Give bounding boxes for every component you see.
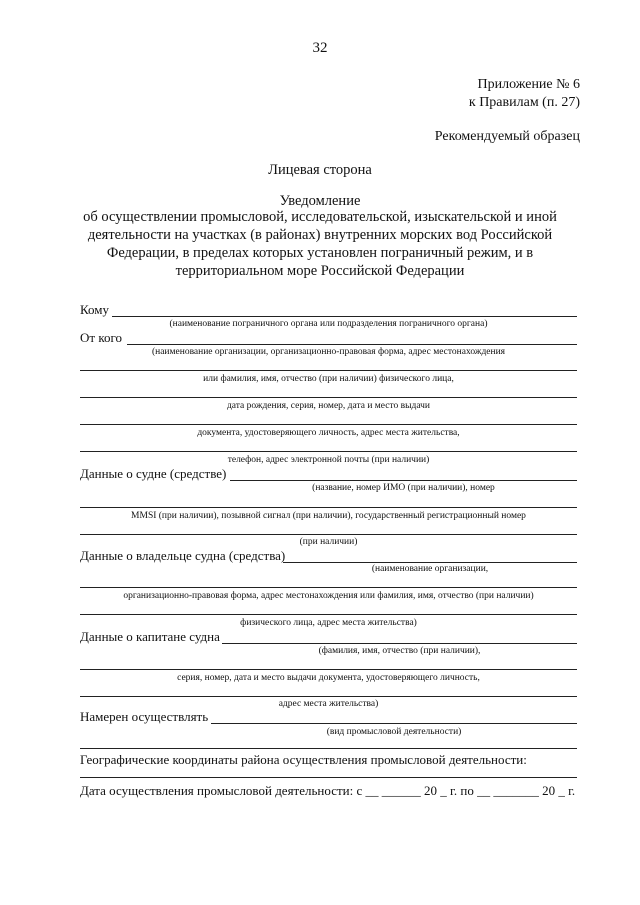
sample-note: Рекомендуемый образец [434,129,580,144]
vessel-field-line-3[interactable] [80,534,577,535]
captain-field-line-1[interactable] [222,643,577,644]
coords-label: Географические координаты района осуществления промысловой деятельности: [80,752,527,767]
from-caption-3: дата рождения, серия, номер, дата и место выдачи [226,401,431,411]
intent-extra-line[interactable] [80,748,577,749]
page-number: 32 [312,40,328,56]
vessel-field-line-1[interactable] [230,480,577,481]
from-field-line-5[interactable] [80,451,577,452]
captain-caption-3: адрес места жительства) [278,699,379,709]
captain-field-line-3[interactable] [80,696,577,697]
owner-caption-3: физического лица, адрес места жительства) [240,618,417,628]
owner-label: Данные о владельце судна (средства) [80,548,286,563]
dates-label[interactable]: Дата осуществления промысловой деятельности: с __ ______ 20 _ г. по __ _______ 20 _ г. [80,783,576,798]
captain-caption-2: серия, номер, дата и место выдачи документа, удостоверяющего личность, [177,673,480,683]
to-label: Кому [80,302,110,317]
side-label: Лицевая сторона [268,162,372,178]
from-field-line-4[interactable] [80,424,577,425]
from-label: От кого [80,330,122,345]
owner-caption-1: (наименование организации, [371,564,489,574]
captain-field-line-2[interactable] [80,669,577,670]
document-heading: Уведомление [279,193,361,209]
owner-field-line-1[interactable] [283,562,577,563]
vessel-caption-2: MMSI (при наличии), позывной сигнал (при наличии), государственный регистрационный номер [131,511,526,521]
from-caption-5: телефон, адрес электронной почты (при наличии) [227,455,430,465]
from-caption-4: документа, удостоверяющего личность, адрес места жительства, [197,428,460,438]
document-title-body: об осуществлении промысловой, исследовательской, изыскательской и иной деятельности на участках (в районах) внутренних морских вод Российской Федерации, в пределах которых установлен пограничный режим, и в территориальном море Российской Федерации [83,209,557,279]
vessel-caption-1: (название, номер ИМО (при наличии), номер [312,483,495,493]
captain-caption-1: (фамилия, имя, отчество (при наличии), [318,646,481,656]
intent-caption: (вид промысловой деятельности) [326,727,462,737]
from-caption-2: или фамилия, имя, отчество (при наличии) физического лица, [203,374,454,384]
captain-label: Данные о капитане судна [80,629,220,644]
intent-label: Намерен осуществлять [80,709,209,724]
vessel-caption-3: (при наличии) [299,537,358,547]
to-caption: (наименование пограничного органа или подразделения пограничного органа) [169,319,488,329]
from-caption-1: (наименование организации, организационно-правовая форма, адрес местонахождения [151,347,506,357]
from-field-line-2[interactable] [80,370,577,371]
vessel-field-line-2[interactable] [80,507,577,508]
from-field-line-1[interactable] [127,344,577,345]
owner-field-line-2[interactable] [80,587,577,588]
intent-field-line[interactable] [211,723,577,724]
appendix-line-2: к Правилам (п. 27) [468,95,580,110]
owner-caption-2: организационно-правовая форма, адрес местонахождения или фамилия, имя, отчество (при наличии) [123,591,534,601]
from-field-line-3[interactable] [80,397,577,398]
owner-field-line-3[interactable] [80,614,577,615]
vessel-label: Данные о судне (средстве) [80,466,227,481]
coords-field-line[interactable] [80,777,577,778]
appendix-line-1: Приложение № 6 [477,77,580,92]
to-field-line[interactable] [112,316,577,317]
